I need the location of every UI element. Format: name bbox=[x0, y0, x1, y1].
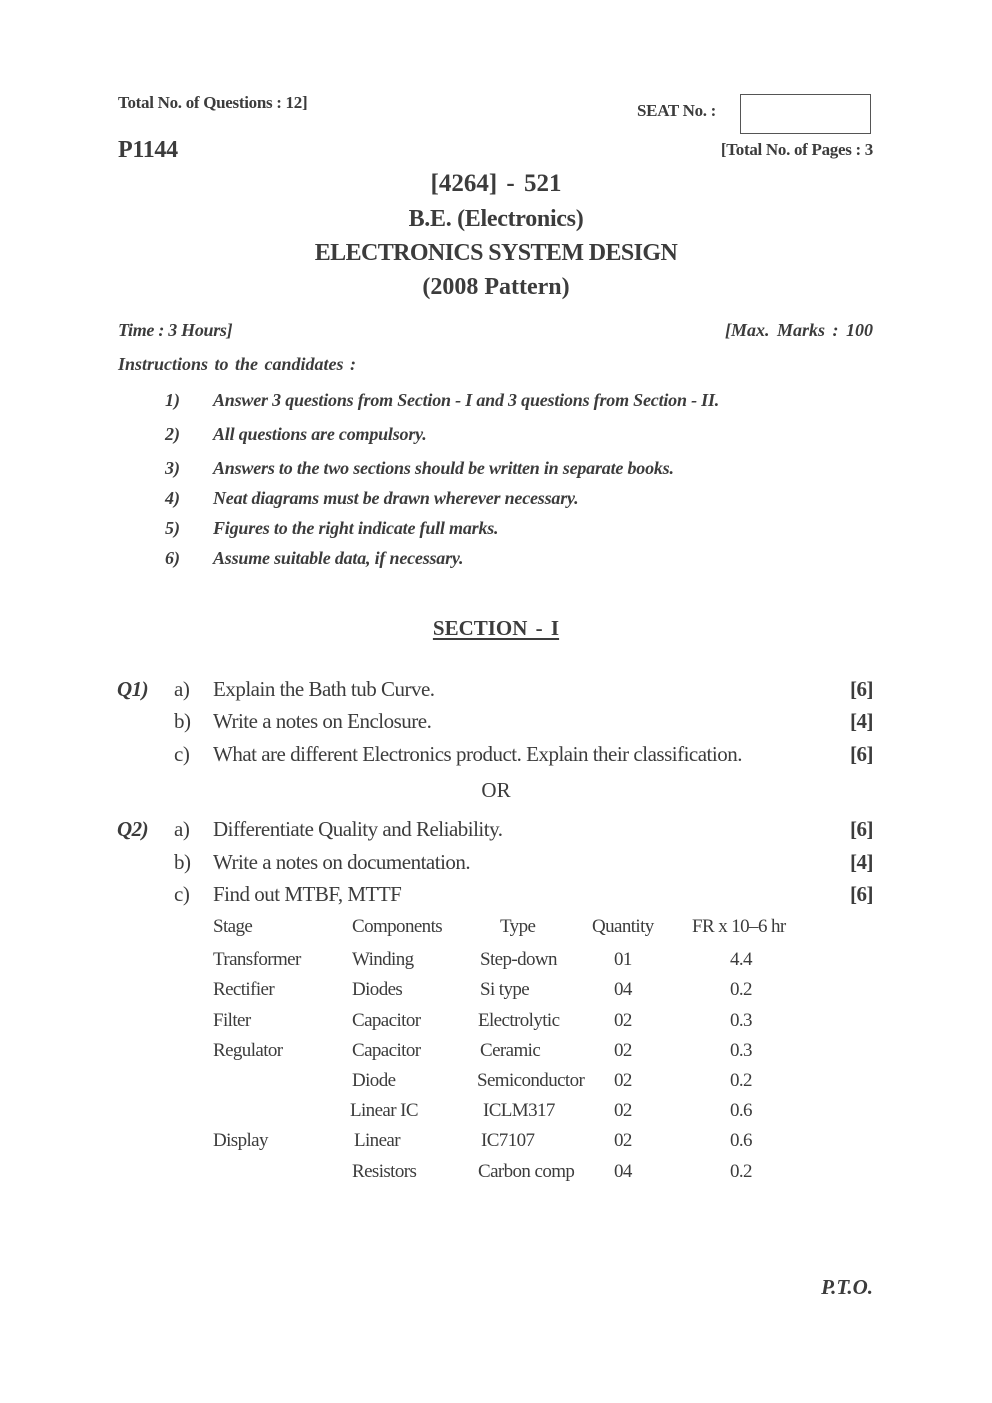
table-cell: Display bbox=[213, 1130, 268, 1151]
part-text: Explain the Bath tub Curve. bbox=[213, 677, 435, 701]
table-cell: 02 bbox=[614, 1010, 632, 1031]
question-number: Q2) bbox=[117, 817, 149, 841]
question-part bbox=[0, 817, 992, 845]
table-header: Type bbox=[500, 916, 536, 937]
table-row bbox=[0, 1161, 992, 1187]
table-cell: Capacitor bbox=[352, 1010, 421, 1031]
part-marks: [6] bbox=[850, 677, 873, 701]
exam-code: [4264] - 521 bbox=[430, 170, 562, 197]
course-title: B.E. (Electronics) bbox=[408, 206, 584, 232]
table-cell: Carbon comp bbox=[478, 1161, 575, 1182]
table-cell: Diodes bbox=[352, 979, 403, 1000]
part-label: b) bbox=[174, 709, 191, 733]
table-cell: 0.2 bbox=[730, 1070, 752, 1091]
instruction-text: Assume suitable data, if necessary. bbox=[213, 548, 464, 568]
table-row bbox=[0, 1100, 992, 1126]
please-turn-over: P.T.O. bbox=[821, 1275, 873, 1299]
table-cell: 0.3 bbox=[730, 1040, 752, 1061]
table-cell: Capacitor bbox=[352, 1040, 421, 1061]
instruction-text: Answer 3 questions from Section - I and 3 questions from Section - II. bbox=[213, 390, 720, 410]
table-cell: Regulator bbox=[213, 1040, 283, 1061]
table-cell: Step-down bbox=[480, 949, 557, 970]
instruction-number: 3) bbox=[165, 458, 180, 478]
table-cell: 02 bbox=[614, 1070, 632, 1091]
table-cell: 0.6 bbox=[730, 1130, 752, 1151]
table-cell: Winding bbox=[352, 949, 414, 970]
subject-title: ELECTRONICS SYSTEM DESIGN bbox=[314, 240, 678, 266]
exam-duration: Time : 3 Hours] bbox=[118, 320, 233, 340]
instruction-text: Neat diagrams must be drawn wherever necessary. bbox=[213, 488, 579, 508]
seat-number-box bbox=[740, 94, 871, 134]
or-divider: OR bbox=[481, 778, 511, 802]
table-cell: 04 bbox=[614, 1161, 632, 1182]
instruction-text: Answers to the two sections should be written in separate books. bbox=[213, 458, 674, 478]
instruction-text: All questions are compulsory. bbox=[213, 424, 427, 444]
question-number: Q1) bbox=[117, 677, 149, 701]
instructions-title: Instructions to the candidates : bbox=[118, 354, 357, 374]
table-header: Quantity bbox=[592, 916, 654, 937]
instruction-number: 4) bbox=[165, 488, 180, 508]
part-label: c) bbox=[174, 742, 190, 766]
table-cell: Semiconductor bbox=[477, 1070, 585, 1091]
table-cell: 0.2 bbox=[730, 979, 752, 1000]
table-header: Stage bbox=[213, 916, 253, 937]
instruction-text: Figures to the right indicate full marks. bbox=[213, 518, 499, 538]
table-header: FR x 10–6 hr bbox=[692, 916, 786, 937]
part-text: Write a notes on Enclosure. bbox=[213, 709, 432, 733]
instruction-number: 1) bbox=[165, 390, 180, 410]
part-marks: [4] bbox=[850, 850, 873, 874]
table-row bbox=[0, 979, 992, 1005]
pattern-label: (2008 Pattern) bbox=[422, 274, 570, 300]
table-row bbox=[0, 1010, 992, 1036]
question-part bbox=[0, 850, 992, 878]
table-cell: 01 bbox=[614, 949, 632, 970]
part-text: Find out MTBF, MTTF bbox=[213, 882, 402, 906]
section-title: SECTION - I bbox=[432, 616, 560, 640]
seat-number-label: SEAT No. : bbox=[637, 101, 717, 120]
table-cell: Si type bbox=[480, 979, 530, 1000]
table-cell: Resistors bbox=[352, 1161, 417, 1182]
max-marks: [Max. Marks : 100 bbox=[724, 320, 873, 340]
table-cell: Ceramic bbox=[480, 1040, 541, 1061]
paper-code: P1144 bbox=[118, 137, 178, 163]
instruction-number: 2) bbox=[165, 424, 180, 444]
table-cell: 02 bbox=[614, 1130, 632, 1151]
table-cell: 02 bbox=[614, 1100, 632, 1121]
part-text: Write a notes on documentation. bbox=[213, 850, 471, 874]
table-cell: 4.4 bbox=[730, 949, 752, 970]
table-cell: 0.2 bbox=[730, 1161, 752, 1182]
table-cell: 0.3 bbox=[730, 1010, 752, 1031]
table-row bbox=[0, 1070, 992, 1096]
part-label: c) bbox=[174, 882, 190, 906]
table-row bbox=[0, 1130, 992, 1156]
table-row bbox=[0, 1040, 992, 1066]
instruction-number: 5) bbox=[165, 518, 180, 538]
table-cell: Linear bbox=[354, 1130, 400, 1151]
table-cell: Diode bbox=[352, 1070, 396, 1091]
total-questions: Total No. of Questions : 12] bbox=[118, 93, 308, 112]
instruction-number: 6) bbox=[165, 548, 180, 568]
table-cell: Electrolytic bbox=[478, 1010, 560, 1031]
table-cell: 02 bbox=[614, 1040, 632, 1061]
part-marks: [6] bbox=[850, 882, 873, 906]
table-header: Components bbox=[352, 916, 443, 937]
part-label: a) bbox=[174, 817, 190, 841]
part-marks: [6] bbox=[850, 817, 873, 841]
part-text: What are different Electronics product. Explain their classification. bbox=[213, 742, 742, 766]
table-cell: Linear IC bbox=[350, 1100, 418, 1121]
table-cell: 0.6 bbox=[730, 1100, 752, 1121]
total-pages: [Total No. of Pages : 3 bbox=[720, 140, 873, 159]
question-part bbox=[0, 882, 992, 910]
question-part bbox=[0, 742, 992, 770]
table-cell: Transformer bbox=[213, 949, 301, 970]
part-label: a) bbox=[174, 677, 190, 701]
table-cell: IC7107 bbox=[481, 1130, 535, 1151]
table-row bbox=[0, 949, 992, 975]
table-cell: Rectifier bbox=[213, 979, 275, 1000]
table-header-row bbox=[0, 916, 992, 942]
table-cell: 04 bbox=[614, 979, 632, 1000]
part-marks: [4] bbox=[850, 709, 873, 733]
part-text: Differentiate Quality and Reliability. bbox=[213, 817, 503, 841]
question-part bbox=[0, 677, 992, 705]
table-cell: Filter bbox=[213, 1010, 251, 1031]
part-label: b) bbox=[174, 850, 191, 874]
question-part bbox=[0, 709, 992, 737]
part-marks: [6] bbox=[850, 742, 873, 766]
table-cell: ICLM317 bbox=[483, 1100, 555, 1121]
